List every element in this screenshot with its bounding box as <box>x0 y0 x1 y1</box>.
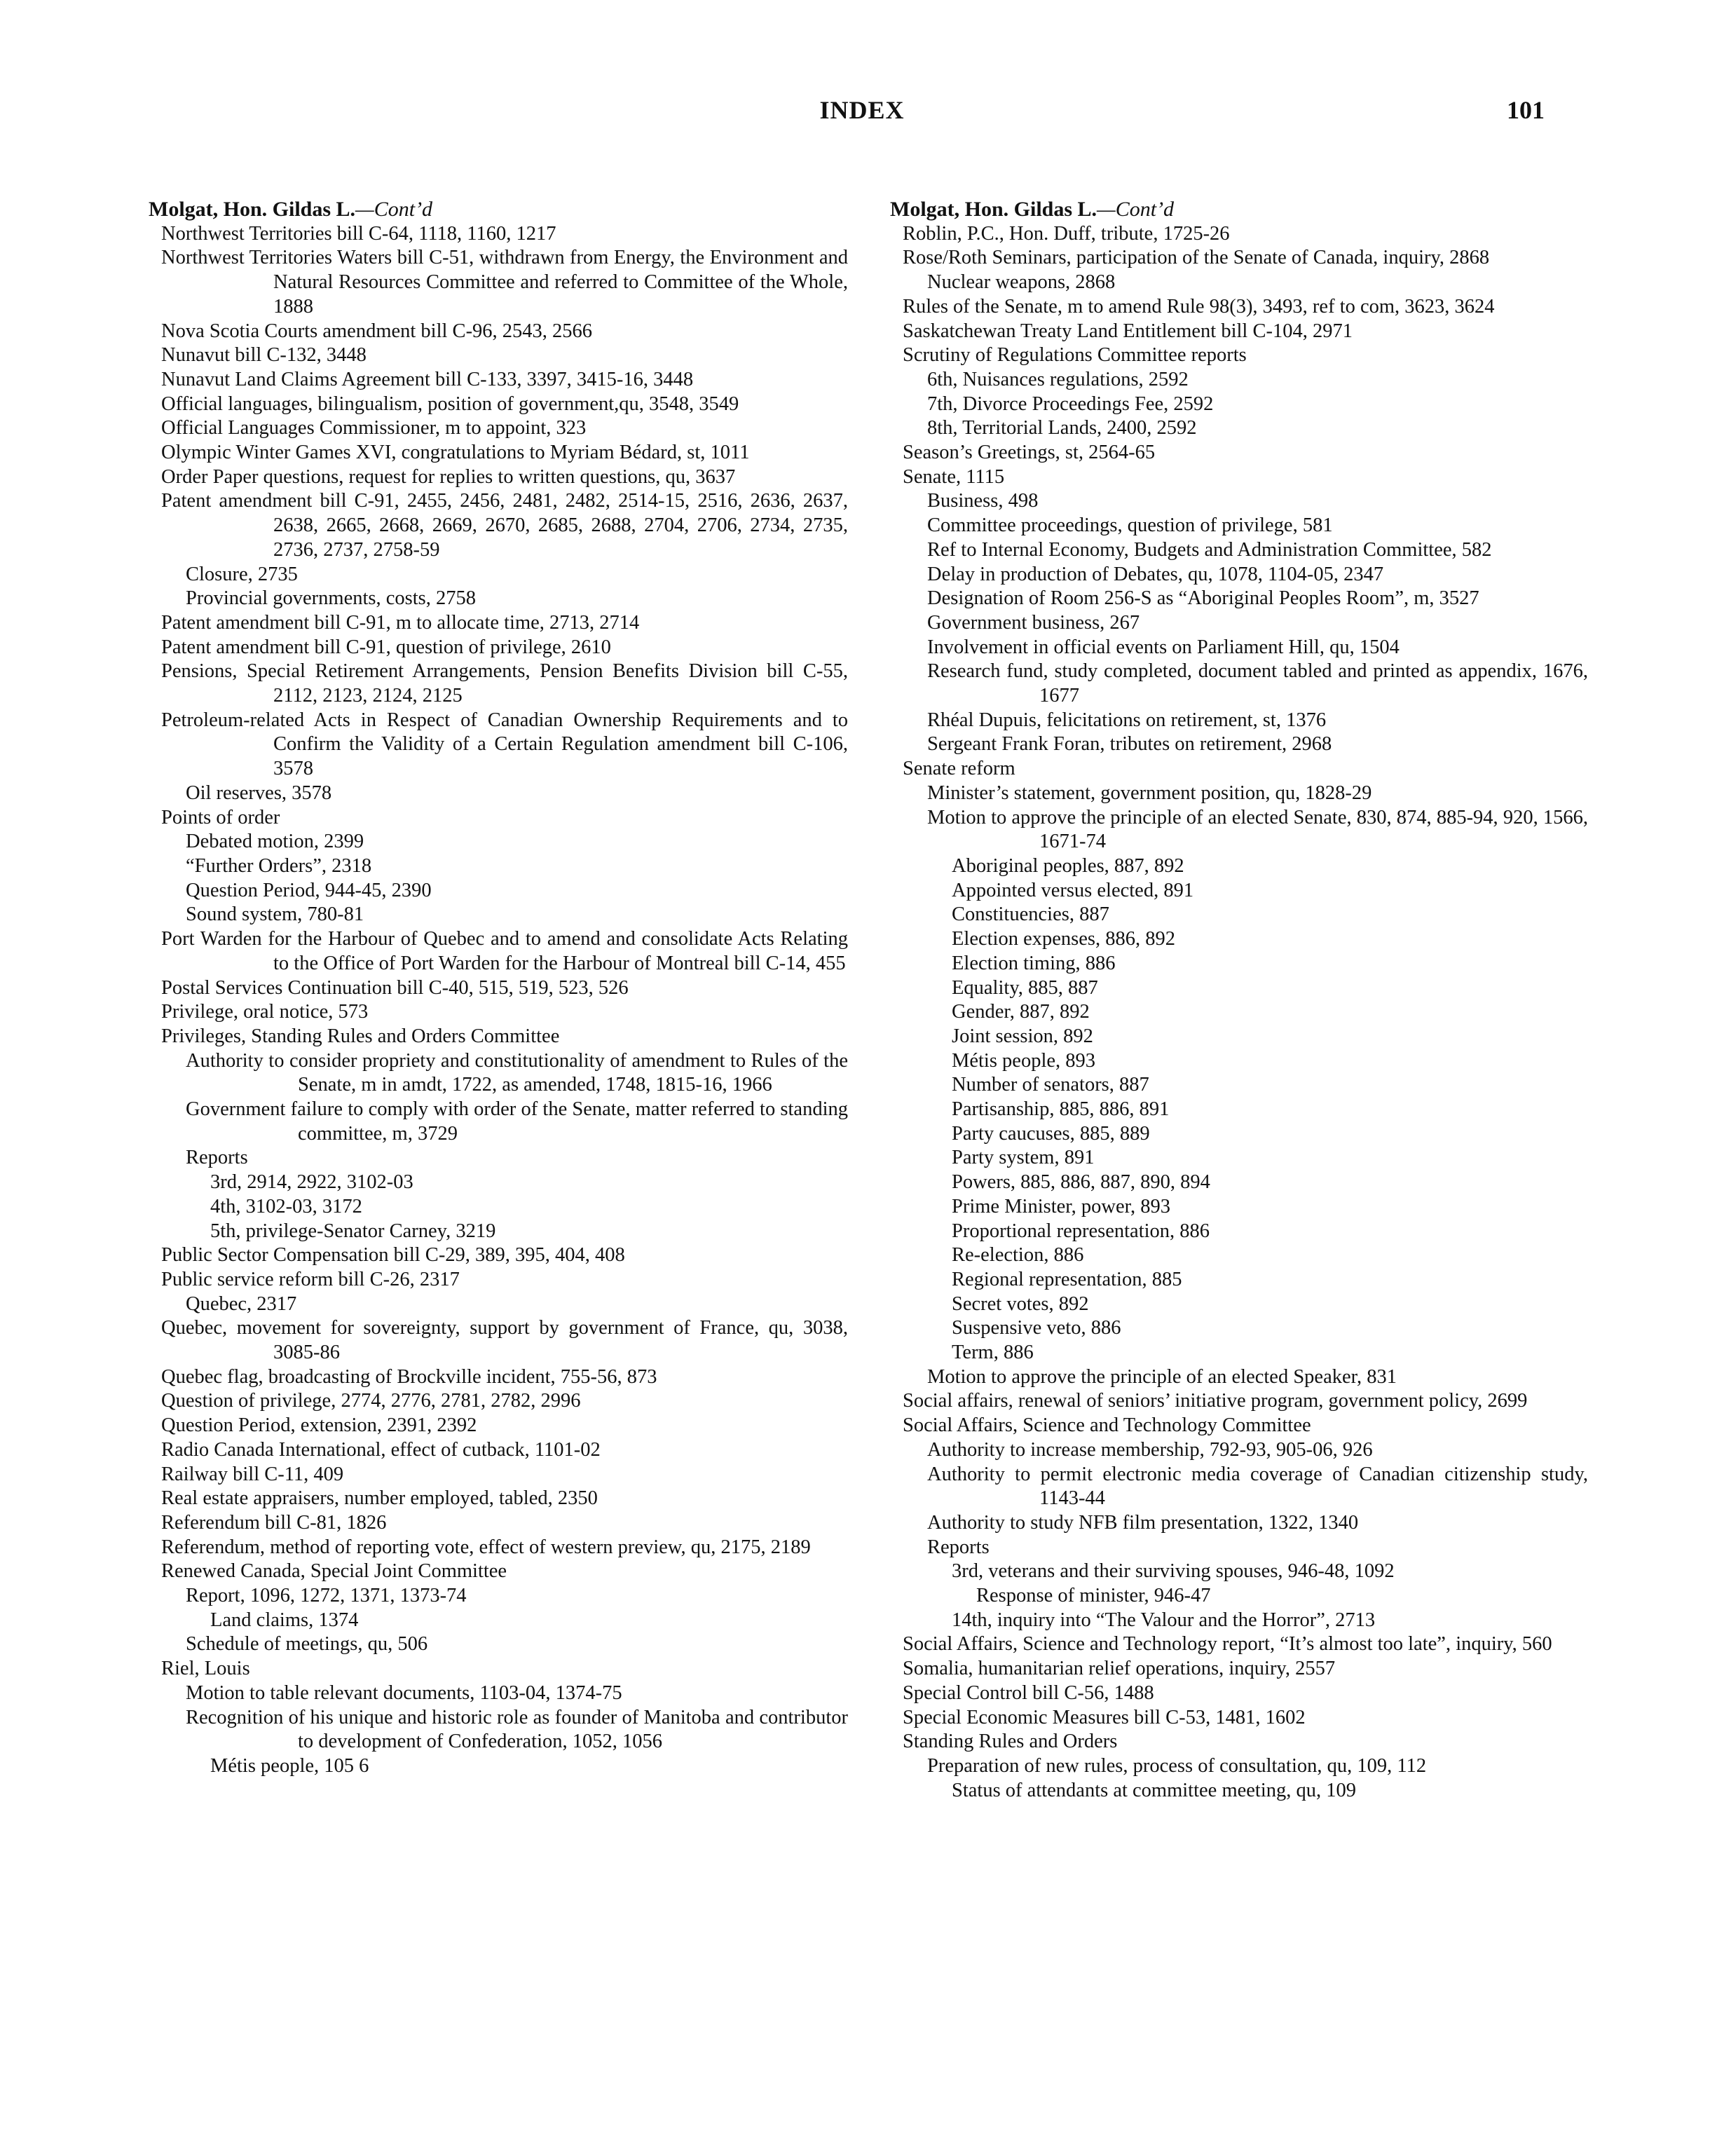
index-entry: Special Control bill C-56, 1488 <box>903 1681 1154 1704</box>
index-entry: Motion to approve the principle of an elected Senate, 830, 874, 885-94, 920, 1566, 1671-74 <box>927 806 1588 853</box>
page-number: 101 <box>1507 96 1545 124</box>
index-entry: Social Affairs, Science and Technology Committee <box>903 1414 1311 1437</box>
index-entry: Patent amendment bill C-91, 2455, 2456, 2481, 2482, 2514-15, 2516, 2636, 2637, 2638, 2665, 2668, 2669, 2670, 2685, 2688, 2704, 2706, 2734, 2735, 2736, 2737, 2758-59 <box>161 490 848 561</box>
index-entry: Rhéal Dupuis, felicitations on retirement, st, 1376 <box>927 709 1327 731</box>
index-entry: Oil reserves, 3578 <box>186 782 332 804</box>
index-entry: Quebec, movement for sovereignty, support by government of France, qu, 3038, 3085-86 <box>161 1317 848 1364</box>
index-entry: Party caucuses, 885, 889 <box>952 1122 1150 1145</box>
index-entries <box>149 222 848 1779</box>
index-entry: Public Sector Compensation bill C-29, 389, 395, 404, 408 <box>161 1244 625 1267</box>
index-entry: Schedule of meetings, qu, 506 <box>186 1633 428 1656</box>
index-entry: Pensions, Special Retirement Arrangements, Pension Benefits Division bill C-55, 2112, 2123, 2124, 2125 <box>161 660 848 707</box>
index-entry: Powers, 885, 886, 887, 890, 894 <box>952 1171 1210 1194</box>
heading-continued-mark: —Cont’d <box>1097 198 1175 221</box>
index-entry: Gender, 887, 892 <box>952 1001 1090 1023</box>
index-entry: Official languages, bilingualism, position of government,qu, 3548, 3549 <box>161 393 739 415</box>
index-entry: Election timing, 886 <box>952 952 1116 974</box>
index-entry: Debated motion, 2399 <box>186 831 364 853</box>
index-entry: Nuclear weapons, 2868 <box>927 271 1116 294</box>
index-entry: Suspensive veto, 886 <box>952 1317 1121 1339</box>
index-entry: Points of order <box>161 806 280 828</box>
index-entry: Partisanship, 885, 886, 891 <box>952 1098 1170 1121</box>
heading-name: Molgat, Hon. Gildas L. <box>149 198 356 221</box>
heading-name: Molgat, Hon. Gildas L. <box>890 198 1097 221</box>
index-entry: Constituencies, 887 <box>952 903 1109 926</box>
index-entry: Ref to Internal Economy, Budgets and Administration Committee, 582 <box>927 538 1492 561</box>
index-entry: Authority to permit electronic media coverage of Canadian citizenship study, 1143-44 <box>927 1463 1588 1510</box>
index-entry: Authority to increase membership, 792-93, 905-06, 926 <box>927 1438 1373 1461</box>
index-entry: Patent amendment bill C-91, question of privilege, 2610 <box>161 636 611 658</box>
index-entry: Renewed Canada, Special Joint Committee <box>161 1560 507 1583</box>
index-entry: 7th, Divorce Proceedings Fee, 2592 <box>927 393 1214 415</box>
index-entry: Equality, 885, 887 <box>952 976 1098 999</box>
index-entry: Standing Rules and Orders <box>903 1731 1118 1753</box>
index-entry: Referendum bill C-81, 1826 <box>161 1511 387 1534</box>
index-entry: Nunavut Land Claims Agreement bill C-133, 3397, 3415-16, 3448 <box>161 368 694 390</box>
index-entry: 4th, 3102-03, 3172 <box>210 1195 362 1217</box>
index-entry: Business, 498 <box>927 490 1039 512</box>
index-entry: Real estate appraisers, number employed, tabled, 2350 <box>161 1487 598 1510</box>
index-entry: Government failure to comply with order of the Senate, matter referred to standing committee, m, 3729 <box>186 1098 848 1145</box>
index-entry: Delay in production of Debates, qu, 1078, 1104-05, 2347 <box>927 563 1384 585</box>
page-header <box>147 95 1577 130</box>
index-entry: Research fund, study completed, document tabled and printed as appendix, 1676, 1677 <box>927 660 1588 707</box>
index-entry: Radio Canada International, effect of cutback, 1101-02 <box>161 1438 601 1461</box>
index-entry: Senate, 1115 <box>903 465 1005 488</box>
index-entry: Authority to study NFB film presentation, 1322, 1340 <box>927 1511 1359 1534</box>
index-entry: Number of senators, 887 <box>952 1074 1149 1096</box>
index-entry: Appointed versus elected, 891 <box>952 879 1194 901</box>
index-entry: Petroleum-related Acts in Respect of Canadian Ownership Requirements and to Confirm the Validity of a Certain Regulation amendment bill C-106, 3578 <box>161 709 848 780</box>
index-column-left <box>149 198 848 1779</box>
index-entry: Minister’s statement, government position, qu, 1828-29 <box>927 782 1372 804</box>
index-entry: Re-election, 886 <box>952 1244 1084 1267</box>
index-entry: Regional representation, 885 <box>952 1268 1182 1290</box>
index-entry: Reports <box>186 1147 248 1169</box>
index-entries <box>890 222 1588 1803</box>
index-entry: Somalia, humanitarian relief operations, inquiry, 2557 <box>903 1658 1336 1680</box>
index-entry: Patent amendment bill C-91, m to allocate time, 2713, 2714 <box>161 611 640 634</box>
index-entry: 14th, inquiry into “The Valour and the Horror”, 2713 <box>952 1609 1376 1631</box>
index-entry: Proportional representation, 886 <box>952 1220 1210 1242</box>
index-entry: Senate reform <box>903 758 1015 780</box>
index-entry: Roblin, P.C., Hon. Duff, tribute, 1725-26 <box>903 222 1230 245</box>
index-entry: Quebec, 2317 <box>186 1292 297 1315</box>
index-entry: Recognition of his unique and historic role as founder of Manitoba and contributor to development of Confederation, 1052, 1056 <box>186 1706 848 1753</box>
index-entry: Northwest Territories Waters bill C-51, withdrawn from Energy, the Environment and Natural Resources Committee and referred to Committee of the Whole, 1888 <box>161 247 848 318</box>
index-entry: Rules of the Senate, m to amend Rule 98(3), 3493, ref to com, 3623, 3624 <box>903 295 1495 318</box>
index-entry: Scrutiny of Regulations Committee reports <box>903 344 1247 367</box>
index-heading <box>890 198 1588 222</box>
index-entry: Riel, Louis <box>161 1658 250 1680</box>
index-entry: Question Period, extension, 2391, 2392 <box>161 1414 477 1437</box>
index-entry: Prime Minister, power, 893 <box>952 1195 1170 1217</box>
index-entry: 3rd, veterans and their surviving spouses, 946-48, 1092 <box>952 1560 1395 1583</box>
index-entry: Métis people, 105 6 <box>210 1755 369 1777</box>
index-entry: Motion to approve the principle of an elected Speaker, 831 <box>927 1365 1397 1388</box>
index-entry: Special Economic Measures bill C-53, 1481, 1602 <box>903 1706 1306 1728</box>
index-entry: 3rd, 2914, 2922, 3102-03 <box>210 1171 413 1194</box>
index-entry: Sound system, 780-81 <box>186 903 364 926</box>
index-entry: Reports <box>927 1536 990 1558</box>
index-entry: Designation of Room 256-S as “Aboriginal Peoples Room”, m, 3527 <box>927 587 1479 610</box>
index-entry: Motion to table relevant documents, 1103-04, 1374-75 <box>186 1681 622 1704</box>
index-entry: Métis people, 893 <box>952 1049 1096 1072</box>
index-column-right <box>890 198 1588 1803</box>
index-entry: Secret votes, 892 <box>952 1292 1089 1315</box>
heading-continued-mark: —Cont’d <box>355 198 433 221</box>
index-heading <box>149 198 848 222</box>
index-entry: Rose/Roth Seminars, participation of the Senate of Canada, inquiry, 2868 <box>903 247 1490 269</box>
index-entry: Provincial governments, costs, 2758 <box>186 587 476 610</box>
index-entry: Authority to consider propriety and constitutionality of amendment to Rules of the Senate, m in amdt, 1722, as amended, 1748, 1815-16, 1966 <box>186 1049 848 1096</box>
index-entry: Question of privilege, 2774, 2776, 2781, 2782, 2996 <box>161 1390 581 1412</box>
index-entry: Social Affairs, Science and Technology report, “It’s almost too late”, inquiry, 560 <box>903 1633 1552 1656</box>
index-entry: Committee proceedings, question of privilege, 581 <box>927 514 1333 537</box>
index-entry: Aboriginal peoples, 887, 892 <box>952 854 1184 877</box>
index-entry: Nunavut bill C-132, 3448 <box>161 344 367 367</box>
index-entry: Nova Scotia Courts amendment bill C-96, 2543, 2566 <box>161 320 593 342</box>
index-entry: Order Paper questions, request for replies to written questions, qu, 3637 <box>161 465 736 488</box>
index-entry: Response of minister, 946-47 <box>976 1585 1211 1607</box>
index-entry: Northwest Territories bill C-64, 1118, 1160, 1217 <box>161 222 556 245</box>
index-entry: Public service reform bill C-26, 2317 <box>161 1268 460 1290</box>
index-entry: 6th, Nuisances regulations, 2592 <box>927 368 1189 390</box>
index-entry: Privileges, Standing Rules and Orders Committee <box>161 1025 560 1047</box>
index-entry: Question Period, 944-45, 2390 <box>186 879 432 901</box>
index-entry: “Further Orders”, 2318 <box>186 854 372 877</box>
index-entry: Closure, 2735 <box>186 563 298 585</box>
index-entry: Government business, 267 <box>927 611 1140 634</box>
page-title: INDEX <box>819 96 905 124</box>
index-entry: Preparation of new rules, process of consultation, qu, 109, 112 <box>927 1755 1427 1777</box>
index-entry: Election expenses, 886, 892 <box>952 928 1175 950</box>
index-entry: Saskatchewan Treaty Land Entitlement bill C-104, 2971 <box>903 320 1353 342</box>
index-entry: Report, 1096, 1272, 1371, 1373-74 <box>186 1585 467 1607</box>
index-entry: Railway bill C-11, 409 <box>161 1463 344 1485</box>
index-entry: Social affairs, renewal of seniors’ initiative program, government policy, 2699 <box>903 1390 1528 1412</box>
index-entry: Postal Services Continuation bill C-40, 515, 519, 523, 526 <box>161 976 629 999</box>
index-entry: Port Warden for the Harbour of Quebec and to amend and consolidate Acts Relating to the Office of Port Warden for the Harbour of Montreal bill C-14, 455 <box>161 928 848 974</box>
index-entry: Season’s Greetings, st, 2564-65 <box>903 442 1156 464</box>
index-entry: Olympic Winter Games XVI, congratulations to Myriam Bédard, st, 1011 <box>161 442 750 464</box>
index-entry: 5th, privilege-Senator Carney, 3219 <box>210 1220 496 1242</box>
index-entry: Status of attendants at committee meeting, qu, 109 <box>952 1779 1356 1801</box>
index-entry: Joint session, 892 <box>952 1025 1093 1047</box>
index-entry: Quebec flag, broadcasting of Brockville incident, 755-56, 873 <box>161 1365 657 1388</box>
index-entry: Privilege, oral notice, 573 <box>161 1001 369 1023</box>
index-entry: 8th, Territorial Lands, 2400, 2592 <box>927 417 1197 439</box>
index-entry: Involvement in official events on Parliament Hill, qu, 1504 <box>927 636 1400 658</box>
index-entry: Sergeant Frank Foran, tributes on retirement, 2968 <box>927 733 1332 756</box>
index-entry: Term, 886 <box>952 1342 1034 1364</box>
index-entry: Party system, 891 <box>952 1147 1095 1169</box>
index-entry: Land claims, 1374 <box>210 1609 359 1631</box>
index-entry: Official Languages Commissioner, m to appoint, 323 <box>161 417 587 439</box>
index-entry: Referendum, method of reporting vote, effect of western preview, qu, 2175, 2189 <box>161 1536 811 1558</box>
